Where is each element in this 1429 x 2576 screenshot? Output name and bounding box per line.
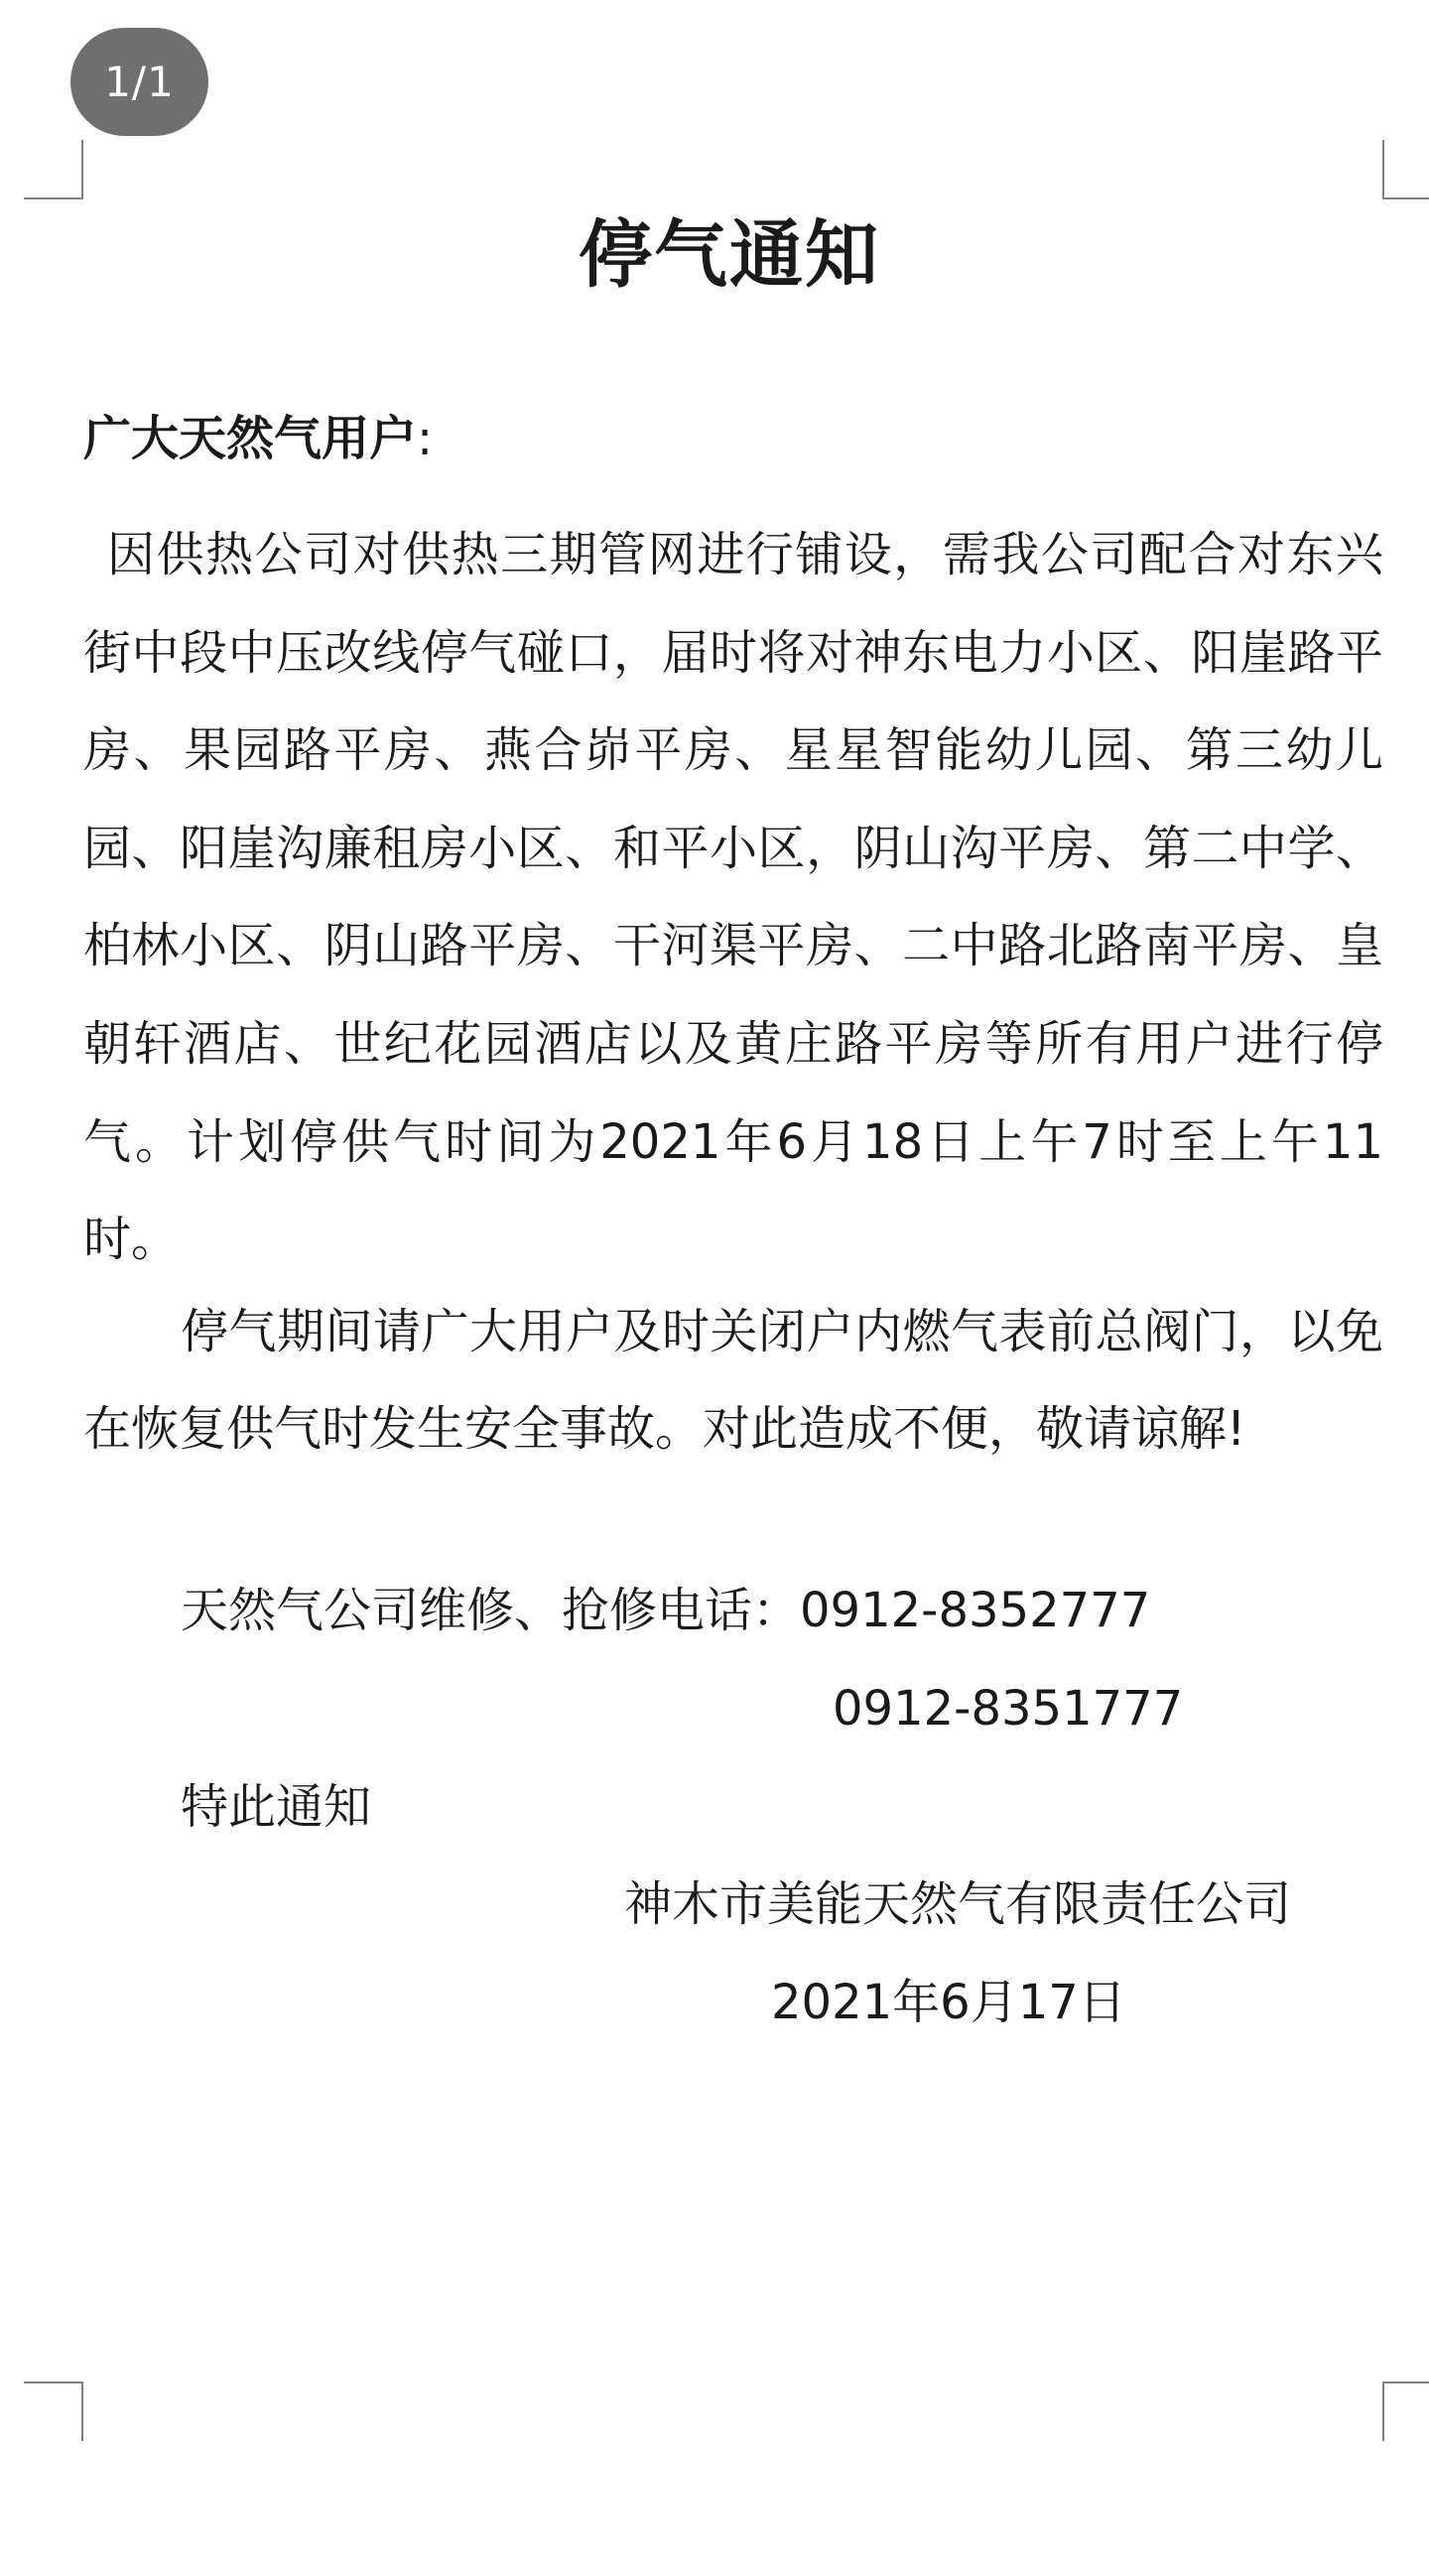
notice-paragraph-2: 停气期间请广大用户及时关闭户内燃气表前总阀门，以免在恢复供气时发生安全事故。对此造成不便，敬请谅解! xyxy=(83,1304,1383,1457)
crop-mark-top-left xyxy=(24,140,83,199)
crop-mark-bottom-left xyxy=(24,2382,83,2441)
phone-line xyxy=(181,1581,1150,1640)
salutation xyxy=(83,409,433,468)
company-signature: 神木市美能天然气有限责任公司 xyxy=(624,1876,1292,1932)
salutation-colon: : xyxy=(417,411,434,466)
closing-text: 特此通知 xyxy=(181,1779,372,1835)
page-indicator: 1/1 xyxy=(70,28,208,136)
notice-date: 2021年6月17日 xyxy=(771,1975,1126,2030)
crop-mark-bottom-right xyxy=(1382,2382,1429,2441)
phone-number-2: 0912-8351777 xyxy=(833,1681,1184,1737)
phone-number-1: 0912-8352777 xyxy=(800,1583,1151,1638)
phone-label: 天然气公司维修、抢修电话： xyxy=(181,1583,801,1638)
notice-paragraph-1: 因供热公司对供热三期管网进行铺设，需我公司配合对东兴街中段中压改线停气碰口，届时将对神东电力小区、阳崖路平房、果园路平房、燕合峁平房、星星智能幼儿园、第三幼儿园、阳崖沟廉租房小区、和平小区，阴山沟平房、第二中学、柏林小区、阴山路平房、干河渠平房、二中路北路南平房、皇朝轩酒店、世纪花园酒店以及黄庄路平房等所有用户进行停气。计划停供气时间为2021年6月18日上午7时至上午11时。 xyxy=(83,527,1383,1268)
document-title: 停气通知 xyxy=(579,212,880,298)
salutation-name: 广大天然气用户 xyxy=(83,411,418,466)
crop-mark-top-right xyxy=(1382,140,1429,199)
